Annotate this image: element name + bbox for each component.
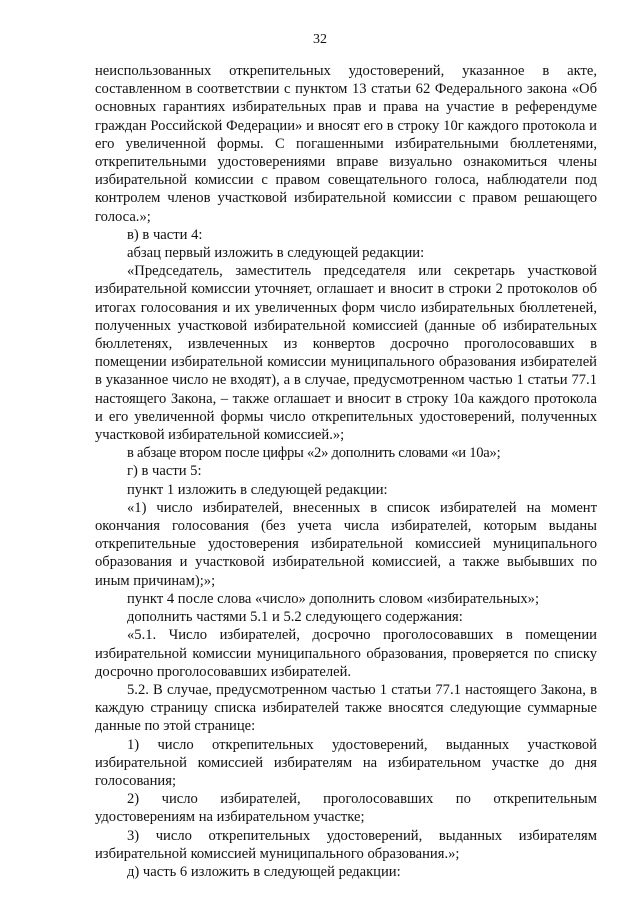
paragraph-part-5-2: 5.2. В случае, предусмотренном частью 1 статьи 77.1 настоящего Закона, в каждую страницу списка избирателей также вносятся следующие суммарные данные по этой странице: xyxy=(95,681,597,735)
paragraph-instruction-point-1: пункт 1 изложить в следующей редакции: xyxy=(127,481,388,498)
paragraph-add-parts: дополнить частями 5.1 и 5.2 следующего содержания: xyxy=(127,609,463,626)
page-number: 32 xyxy=(313,32,327,47)
paragraph-item-3: 3) число открепительных удостоверений, выданных избирателям избирательной комиссией муниципального образования.»; xyxy=(95,827,597,862)
paragraph-instruction: абзац первый изложить в следующей редакции: xyxy=(127,245,425,262)
paragraph-subpoint-v: в) в части 4: xyxy=(127,226,203,243)
paragraph-item-2: 2) число избирателей, проголосовавших по открепительным удостоверениям на избирательном участке; xyxy=(95,791,597,826)
paragraph-part-5-1: «5.1. Число избирателей, досрочно проголосовавших в помещении избирательной комиссии муниципального образования, проверяется по списку досрочно проголосовавших избирателей. xyxy=(95,627,597,680)
paragraph-quote-point-1: «1) число избирателей, внесенных в список избирателей на момент окончания голосования (без учета числа избирателей, которым выданы открепительные удостоверения избирательной комиссией муниципального образования и участковой избирательной комиссией, а также выбывших по иным причинам);»; xyxy=(95,499,597,589)
paragraph-subpoint-g: г) в части 5: xyxy=(127,463,202,480)
paragraph-point-4: пункт 4 после слова «число» дополнить словом «избирательных»; xyxy=(127,590,540,607)
paragraph-item-1: 1) число открепительных удостоверений, выданных участковой избирательной комиссией избирателям на избирательном участке до дня голосования; xyxy=(95,736,597,789)
paragraph-quote-chairman: «Председатель, заместитель председателя или секретарь участковой избирательной комиссии уточняет, оглашает и вносит в строки 2 протоколов об итогах голосования и их увеличенных форм число избирательных бюллетеней, полученных участковой избирательной комиссией (данные об избирательных бюллетенях, извлеченных из конвертов досрочно проголосовавших в помещении избирательной комиссии муниципального образования избирателей в указанное число не входят), а в случае, предусмотренном частью 1 статьи 77.1 настоящего Закона, – также оглашает и вносит в строку 10а каждого протокола и его увеличенной формы число открепительных удостоверений, полученных участковой избирательной комиссией.»; xyxy=(95,263,597,444)
document-body xyxy=(95,62,597,881)
paragraph-subpoint-d: д) часть 6 изложить в следующей редакции: xyxy=(127,863,401,880)
paragraph-instruction-second-abzats: в абзаце втором после цифры «2» дополнить словами «и 10а»; xyxy=(127,445,501,462)
paragraph-continuation: неиспользованных открепительных удостоверений, указанное в акте, составленном в соответствии с пунктом 13 статьи 62 Федерального закона «Об основных гарантиях избирательных прав и права на участие в референдуме граждан Российской Федерации» и вносят его в строку 10г каждого протокола и его увеличенной формы. С погашенными избирательными бюллетенями, открепительными удостоверениями вправе визуально ознакомиться члены избирательной комиссии с правом совещательного голоса, наблюдатели под контролем членов участковой избирательной комиссии с правом решающего голоса.»; xyxy=(95,63,597,225)
